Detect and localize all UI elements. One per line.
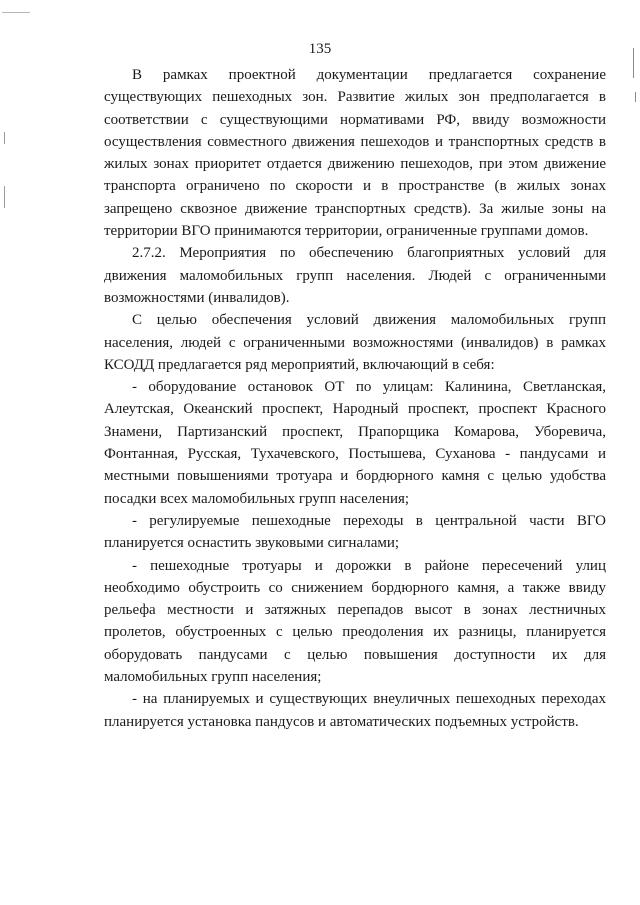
scan-artifact-top-left bbox=[2, 12, 30, 13]
paragraph-measures-intro: С целью обеспечения условий движения маломобильных групп населения, людей с ограниченными возможностями (инвалидов) в рамках КСОДД предлагается ряд мероприятий, включающий в себя: bbox=[104, 312, 606, 373]
body-text bbox=[104, 64, 606, 733]
list-item-sound-signals: - регулируемые пешеходные переходы в центральной части ВГО планируется оснастить звуковыми сигналами; bbox=[104, 512, 606, 552]
scan-artifact-left bbox=[4, 186, 5, 208]
paragraph-section-heading: 2.7.2. Мероприятия по обеспечению благоприятных условий для движения маломобильных групп населения. Людей с ограниченными возможностями (инвалидов). bbox=[104, 245, 606, 306]
list-item-sidewalks: - пешеходные тротуары и дорожки в районе пересечений улиц необходимо обустроить со снижением бордюрного камня, а также ввиду рельефа местности и затяжных перепадов высот в зонах лестничных пролетов, обустроенных с целью преодоления их разницы, планируется оборудовать пандусами с целью повышения доступности их для маломобильных групп населения; bbox=[104, 557, 606, 686]
scan-artifact-left bbox=[4, 132, 5, 144]
list-item-underground-crossings: - на планируемых и существующих внеуличных пешеходных переходах планируется установка пандусов и автоматических подъемных устройств. bbox=[104, 691, 606, 730]
list-item-bus-stops: - оборудование остановок ОТ по улицам: Калинина, Светланская, Алеутская, Океанский проспект, Народный проспект, проспект Красного Знамени, Партизанский проспект, Прапорщика Комарова, Уборевича, Фонтанная, Русская, Тухачевского, Постышева, Суханова - пандусами и местными повышениями тротуара и бордюрного камня с целью удобства посадки всех маломобильных групп населения; bbox=[104, 379, 606, 507]
page-number: 135 bbox=[308, 41, 332, 57]
scan-artifact-right bbox=[635, 92, 636, 102]
paragraph-pedestrian-zones: В рамках проектной документации предлагается сохранение существующих пешеходных зон. Развитие жилых зон предполагается в соответствии с существующими нормативами РФ, ввиду возможности осуществления совместного движения пешеходов и транспортных средств в жилых зонах приоритет отдается движению пешеходов, при этом движение транспорта ограничено по скорости и в пространстве (в жилых зонах запрещено сквозное движение транспортных средств). За жилые зоны на территории ВГО принимаются территории, ограниченные группами домов. bbox=[104, 67, 606, 240]
